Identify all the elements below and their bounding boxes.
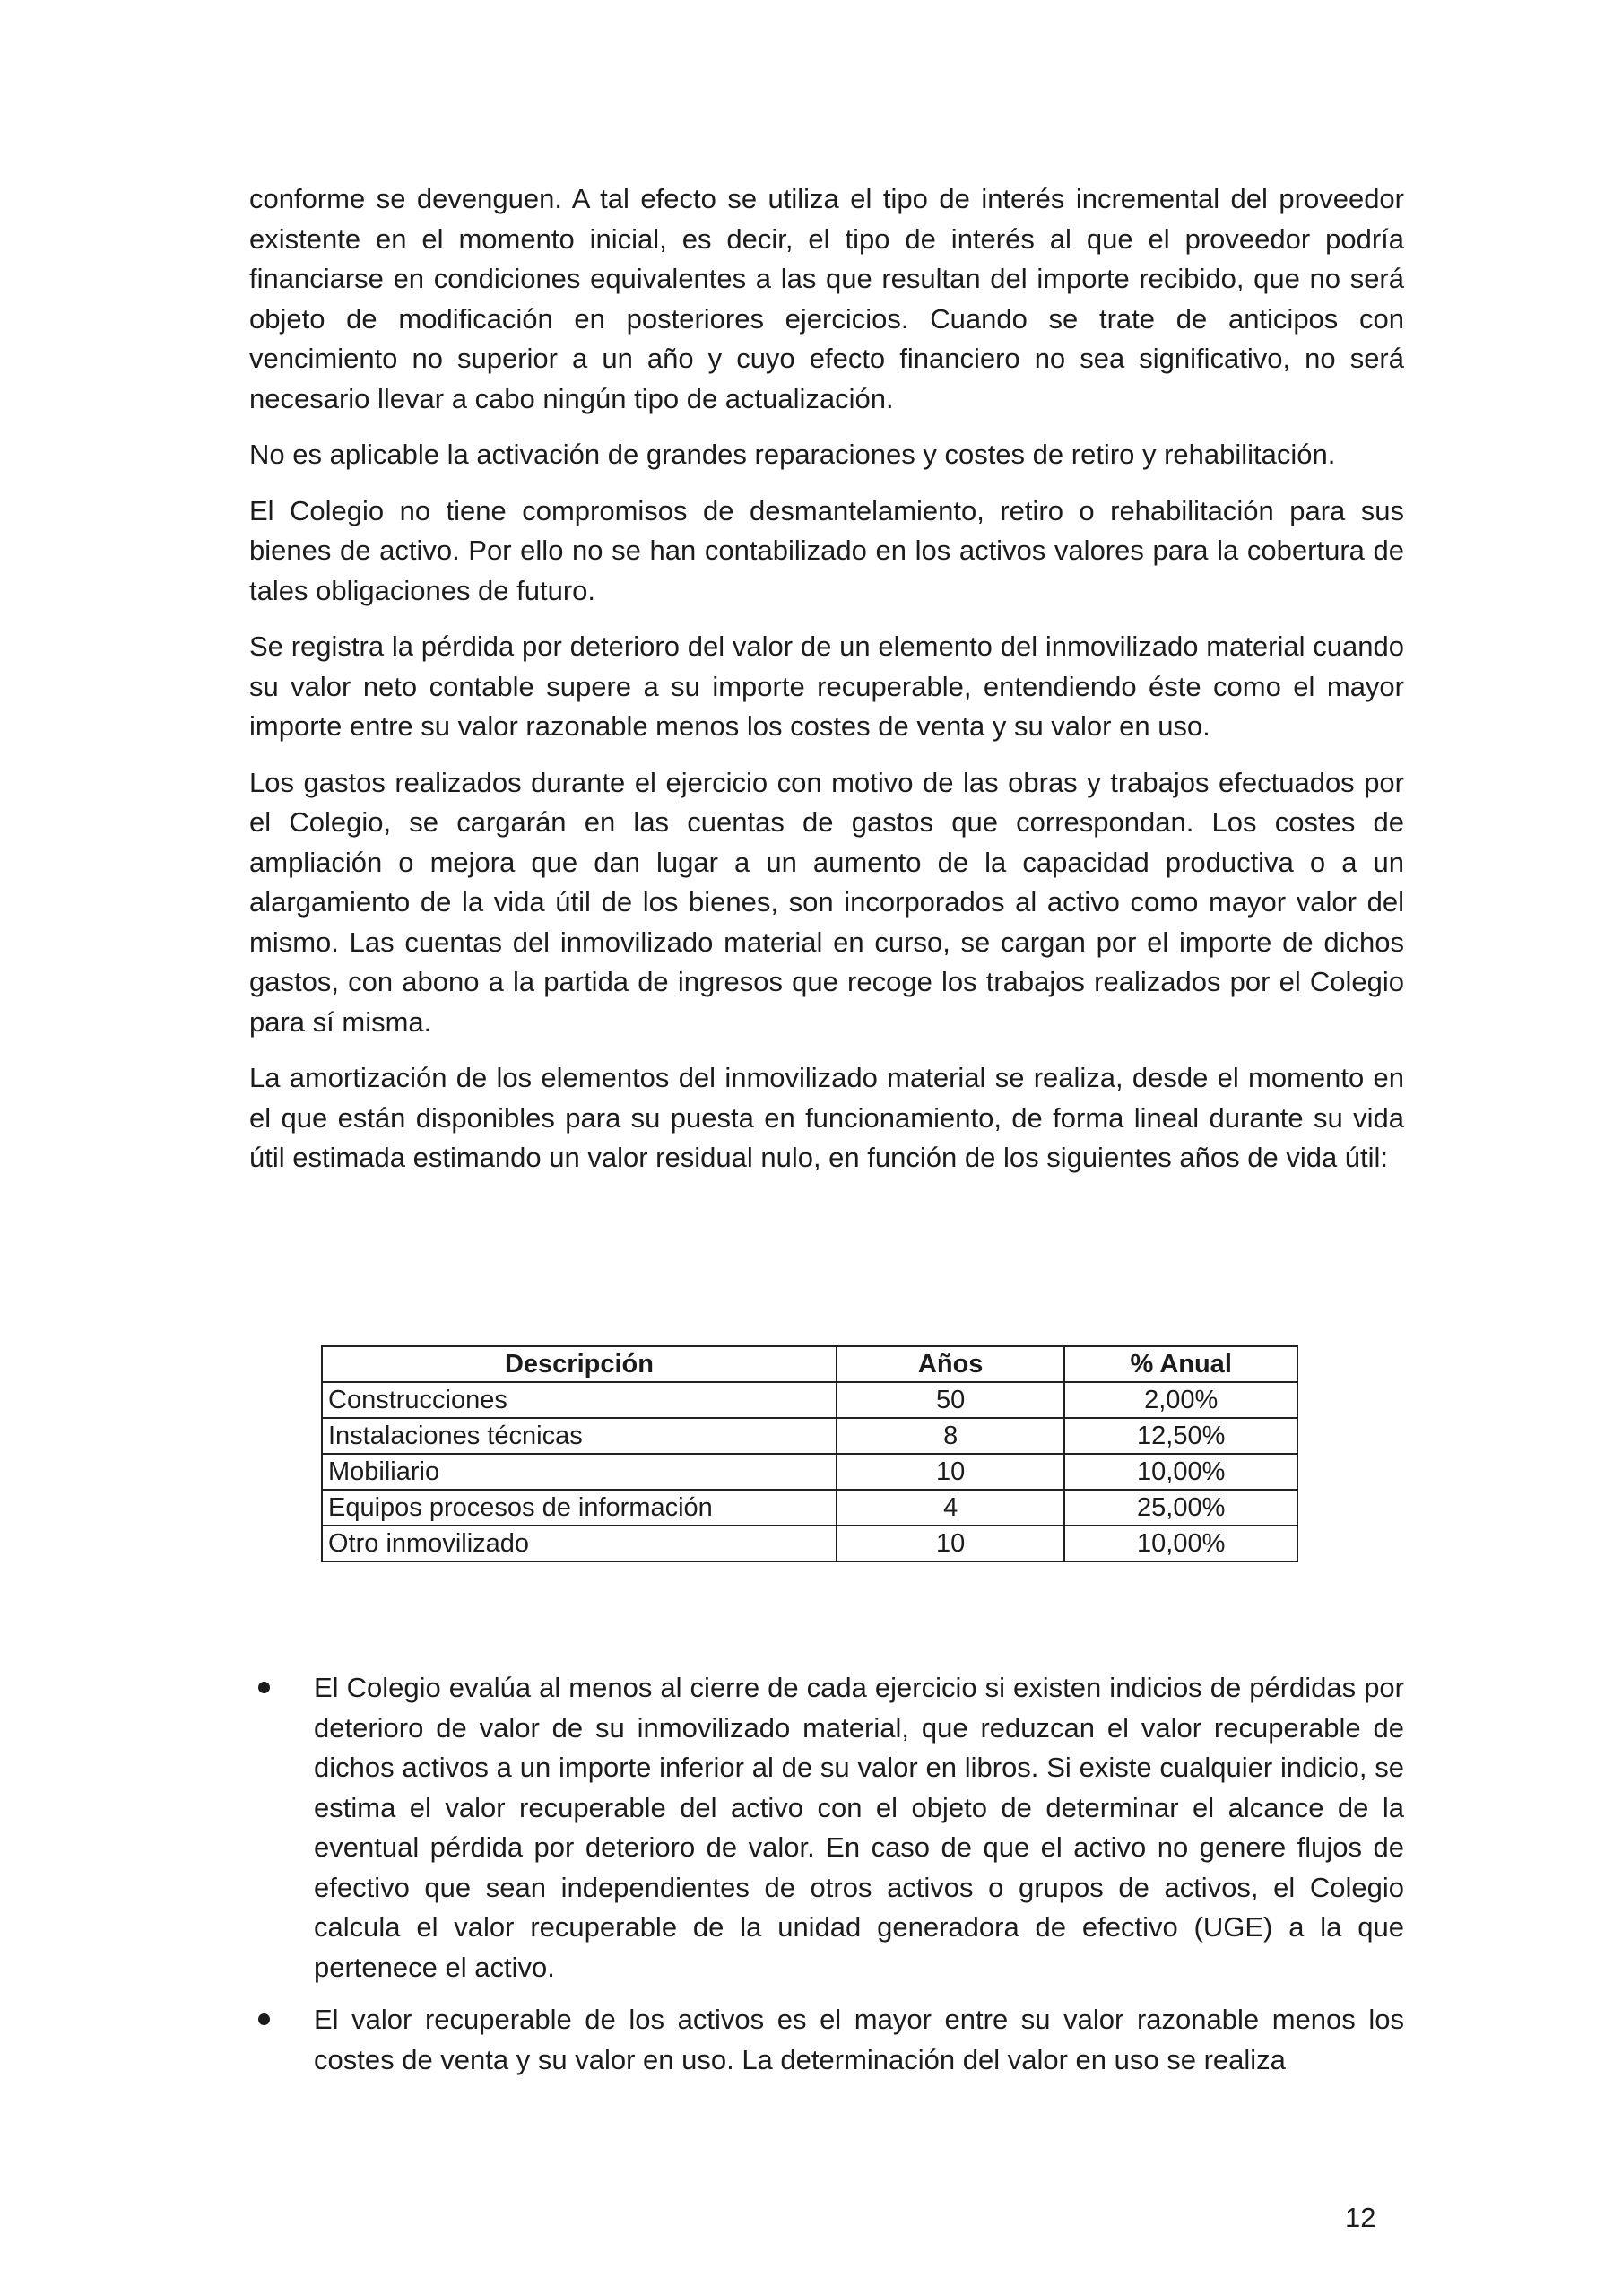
amortization-table-container (321, 1345, 1298, 1562)
table-header-row (322, 1346, 1297, 1382)
table-cell-anual: 10,00% (1064, 1526, 1297, 1561)
bullet-list (249, 1668, 1404, 2092)
page-number: 12 (1345, 2202, 1376, 2233)
table-cell-anos: 4 (837, 1490, 1065, 1526)
table-cell-anual: 10,00% (1064, 1454, 1297, 1490)
table-cell-descripcion: Equipos procesos de información (322, 1490, 837, 1526)
paragraph-grandes-reparaciones: No es aplicable la activación de grandes reparaciones y costes de retiro y rehabilitación. (249, 439, 1336, 470)
bullet-dot-icon (258, 2013, 270, 2025)
paragraph-anticipos: conforme se devenguen. A tal efecto se utiliza el tipo de interés incremental del proveedor existente en el momento inicial, es decir, el tipo de interés al que el proveedor podría financiarse en condiciones equivalentes a las que resultan del importe recibido, que no será objeto de modificación en posteriores ejercicios. Cuando se trate de anticipos con vencimiento no superior a un año y cuyo efecto financiero no sea significativo, no será necesario llevar a cabo ningún tipo de actualización. (249, 183, 1404, 414)
table-row (322, 1490, 1297, 1526)
table-cell-anos: 10 (837, 1526, 1065, 1561)
table-cell-anual: 25,00% (1064, 1490, 1297, 1526)
table-cell-descripcion: Mobiliario (322, 1454, 837, 1490)
table-row (322, 1526, 1297, 1561)
bullet-item-indicios-deterioro (249, 1668, 1404, 1987)
table-row (322, 1454, 1297, 1490)
column-header-anual: % Anual (1064, 1346, 1297, 1382)
bullet-dot-icon (258, 1682, 270, 1693)
paragraph-gastos-obras: Los gastos realizados durante el ejercicio con motivo de las obras y trabajos efectuados por el Colegio, se cargarán en las cuentas de gastos que correspondan. Los costes de ampliación o mejora que dan lugar a un aumento de la capacidad productiva o a un alargamiento de la vida útil de los bienes, son incorporados al activo como mayor valor del mismo. Las cuentas del inmovilizado material en curso, se cargan por el importe de dichos gastos, con abono a la partida de ingresos que recoge los trabajos realizados por el Colegio para sí misma. (249, 766, 1404, 1038)
column-header-descripcion: Descripción (322, 1346, 837, 1382)
paragraph-desmantelamiento: El Colegio no tiene compromisos de desmantelamiento, retiro o rehabilitación para sus bienes de activo. Por ello no se han contabilizado en los activos valores para la cobertura de tales obligaciones de futuro. (249, 494, 1404, 606)
table-row (322, 1382, 1297, 1418)
table-cell-descripcion: Instalaciones técnicas (322, 1418, 837, 1454)
table-cell-anos: 50 (837, 1382, 1065, 1418)
bullet-item-valor-recuperable (249, 2000, 1404, 2080)
table-cell-descripcion: Otro inmovilizado (322, 1526, 837, 1561)
bullet-text: El valor recuperable de los activos es el mayor entre su valor razonable menos los costes de venta y su valor en uso. La determinación del valor en uso se realiza (314, 2004, 1404, 2075)
amortization-table (321, 1345, 1298, 1562)
body-text (249, 179, 1404, 1195)
bullet-text: El Colegio evalúa al menos al cierre de cada ejercicio si existen indicios de pérdidas por deterioro de valor de su inmovilizado material, que reduzcan el valor recuperable de dichos activos a un importe inferior al de su valor en libros. Si existe cualquier indicio, se estima el valor recuperable del activo con el objeto de determinar el alcance de la eventual pérdida por deterioro de valor. En caso de que el activo no genere flujos de efectivo que sean independientes de otros activos o grupos de activos, el Colegio calcula el valor recuperable de la unidad generadora de efectivo (UGE) a la que pertenece el activo. (314, 1672, 1404, 1983)
table-cell-anos: 10 (837, 1454, 1065, 1490)
table-cell-anual: 2,00% (1064, 1382, 1297, 1418)
paragraph-amortizacion: La amortización de los elementos del inmovilizado material se realiza, desde el momento en el que están disponibles para su puesta en funcionamiento, de forma lineal durante su vida útil estimada estimando un valor residual nulo, en función de los siguientes años de vida útil: (249, 1062, 1404, 1173)
table-cell-anual: 12,50% (1064, 1418, 1297, 1454)
table-cell-descripcion: Construcciones (322, 1382, 837, 1418)
table-cell-anos: 8 (837, 1418, 1065, 1454)
column-header-anos: Años (837, 1346, 1065, 1382)
paragraph-deterioro: Se registra la pérdida por deterioro del valor de un elemento del inmovilizado material cuando su valor neto contable supere a su importe recuperable, entendiendo éste como el mayor importe entre su valor razonable menos los costes de venta y su valor en uso. (249, 631, 1404, 742)
table-row (322, 1418, 1297, 1454)
